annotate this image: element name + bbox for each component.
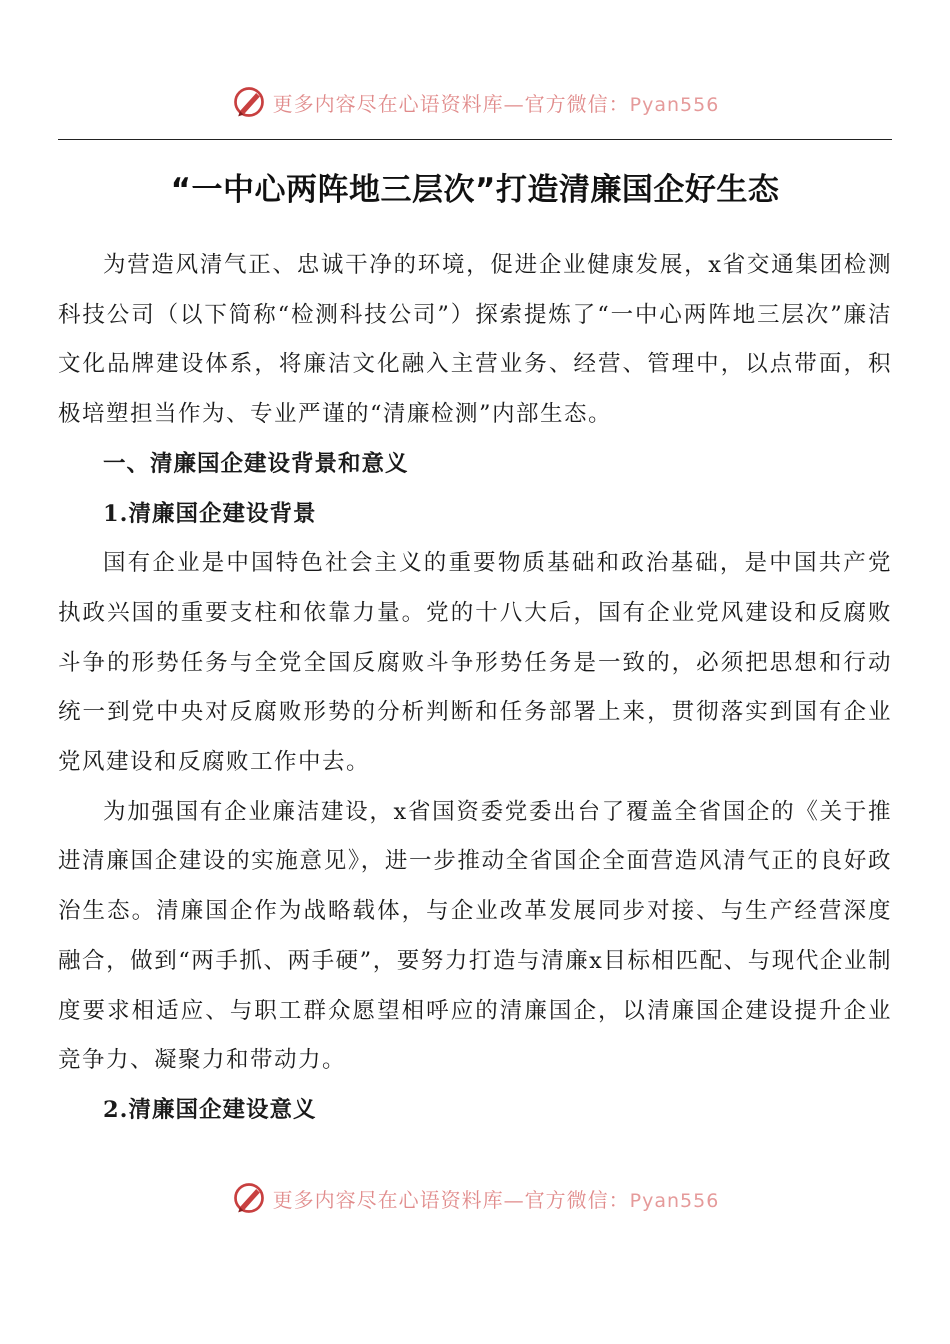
header-divider — [58, 139, 892, 140]
pen-logo-icon — [231, 84, 267, 120]
document-title: “一中心两阵地三层次”打造清廉国企好生态 — [170, 172, 780, 208]
section-heading: 一、清廉国企建设背景和意义 — [103, 450, 409, 477]
document-body — [58, 241, 892, 1136]
header-watermark — [0, 82, 950, 122]
subsection-heading: 1.清廉国企建设背景 — [103, 500, 317, 527]
body-paragraph: 国有企业是中国特色社会主义的重要物质基础和政治基础，是中国共产党执政兴国的重要支柱和依靠力量。党的十八大后，国有企业党风建设和反腐败斗争的形势任务与全党全国反腐败斗争形势任务是一致的，必须把思想和行动统一到党中央对反腐败形势的分析判断和任务部署上来，贯彻落实到国有企业党风建设和反腐败工作中去。 — [58, 550, 892, 776]
subsection-heading: 2.清廉国企建设意义 — [103, 1096, 317, 1123]
watermark-text: 更多内容尽在心语资料库—官方微信：Pyan556 — [272, 1187, 720, 1212]
body-paragraph: 为加强国有企业廉洁建设，x省国资委党委出台了覆盖全省国企的《关于推进清廉国企建设的实施意见》，进一步推动全省国企全面营造风清气正的良好政治生态。清廉国企作为战略载体，与企业改革发展同步对接、与生产经营深度融合，做到“两手抓、两手硬”，要努力打造与清廉x目标相匹配、与现代企业制度要求相适应、与职工群众愿望相呼应的清廉国企，以清廉国企建设提升企业竞争力、凝聚力和带动力。 — [58, 798, 892, 1074]
watermark-text: 更多内容尽在心语资料库—官方微信：Pyan556 — [272, 91, 720, 116]
intro-paragraph: 为营造风清气正、忠诚干净的环境，促进企业健康发展，x省交通集团检测科技公司（以下简称“检测科技公司”）探索提炼了“一中心两阵地三层次”廉洁文化品牌建设体系，将廉洁文化融入主营业务、经营、管理中，以点带面，积极培塑担当作为、专业严谨的“清廉检测”内部生态。 — [58, 252, 892, 428]
pen-logo-icon — [231, 1180, 267, 1216]
footer-watermark — [0, 1178, 950, 1218]
